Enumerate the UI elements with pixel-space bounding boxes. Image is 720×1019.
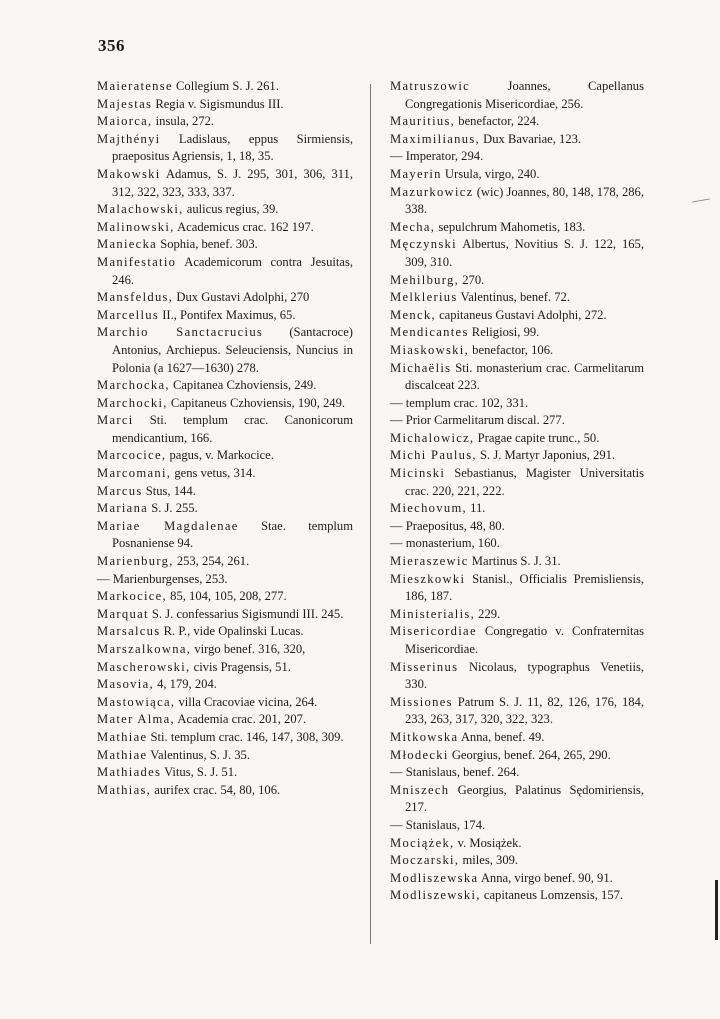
index-entry-text: 4, 179, 204. — [153, 677, 217, 692]
index-entry-text: Dux Gustavi Adolphi, 270 — [173, 290, 310, 305]
index-entry-heading: Mastowiąca, — [97, 694, 176, 709]
index-entry — [97, 113, 353, 131]
index-entry — [390, 747, 644, 765]
index-entry-heading: Mathiae — [97, 747, 148, 762]
index-entry — [97, 571, 353, 589]
index-entry-heading: Matruszowic — [390, 79, 471, 93]
index-entry-text: capitaneus Lomzensis, 157. — [480, 888, 624, 903]
index-entry — [97, 377, 353, 395]
index-entry — [390, 113, 644, 131]
index-entry-heading: Mayerin — [390, 166, 442, 181]
index-entry — [390, 553, 644, 571]
index-entry — [390, 430, 644, 448]
index-entry-heading: Ministerialis, — [390, 606, 476, 621]
index-entry — [390, 131, 644, 149]
index-entry — [390, 289, 644, 307]
index-entry-heading: Malinowski, — [97, 219, 175, 234]
index-entry-text: — Stanislaus, 174. — [390, 817, 486, 832]
index-entry — [390, 606, 644, 624]
index-entry-text: Stus, 144. — [142, 483, 196, 498]
index-entry — [390, 166, 644, 184]
index-entry — [97, 500, 353, 518]
index-entry-text: Martinus S. J. 31. — [468, 554, 561, 569]
page-number: 356 — [98, 36, 125, 55]
index-entry — [390, 219, 644, 237]
index-entry-text: S. J. 255. — [148, 501, 198, 516]
index-entry — [97, 465, 353, 483]
index-entry-heading: Modliszewska — [390, 870, 479, 885]
index-entry — [97, 659, 353, 677]
index-entry-text: 270. — [459, 272, 485, 287]
index-entry-text: miles, 309. — [459, 853, 519, 868]
index-entry-text: Pragae capite trunc., 50. — [474, 430, 600, 445]
index-entry — [390, 78, 644, 113]
index-entry-heading: Manifestatio — [97, 254, 177, 269]
index-entry-text: Congregatio v. Confraternitas Misericordiae. — [405, 624, 644, 656]
index-entry-heading: Mathias, — [97, 782, 152, 797]
index-entry — [390, 324, 644, 342]
index-entry-heading: Majthényi — [97, 131, 161, 146]
index-entry-text: Dux Bavariae, 123. — [480, 131, 582, 146]
index-entry — [390, 412, 644, 430]
index-entry-text: S. J. Martyr Japonius, 291. — [476, 448, 616, 463]
index-entry-text: Capitaneus Czhoviensis, 190, 249. — [167, 395, 346, 410]
index-entry-heading: Marsalcus — [97, 624, 161, 639]
index-entry-text: Sophia, benef. 303. — [157, 237, 258, 252]
index-entry-heading: Maximilianus, — [390, 131, 481, 146]
page-edge-mark — [715, 880, 718, 940]
index-entry — [390, 817, 644, 835]
index-entry — [97, 623, 353, 641]
index-entry — [97, 395, 353, 413]
index-entry-text: (wic) Joannes, 80, 148, 178, 286, 338. — [405, 184, 644, 217]
index-entry — [390, 835, 644, 853]
index-entry-text: Georgius, Palatinus Sędomiriensis, 217. — [405, 782, 644, 815]
index-entry — [97, 166, 353, 201]
index-entry-heading: Micinski — [390, 466, 446, 481]
index-entry-heading: Majestas — [97, 96, 153, 111]
index-entry-heading: Michalowicz, — [390, 430, 475, 445]
index-entry-text: Academicus crac. 162 197. — [174, 219, 314, 234]
index-entry-heading: Markocice, — [97, 589, 167, 604]
index-entry — [97, 78, 353, 96]
index-entry-text: Nicolaus, typographus Venetiis, 330. — [405, 659, 644, 692]
index-entry — [390, 623, 644, 658]
index-entry-heading: Moczarski, — [390, 853, 460, 868]
index-entry — [390, 764, 644, 782]
index-entry-text: Valentinus, S. J. 35. — [147, 747, 250, 762]
index-entry-heading: Mauritius, — [390, 114, 456, 129]
index-entry-text: Stae. templum Posnaniense 94. — [112, 518, 353, 551]
index-entry-heading: Miaskowski, — [390, 342, 470, 357]
index-entry — [390, 236, 644, 271]
index-entry-text: — Prior Carmelitarum discal. 277. — [390, 413, 565, 428]
index-entry-text: Albertus, Novitius S. J. 122, 165, 309, 310. — [405, 237, 644, 269]
index-entry-text: Georgius, benef. 264, 265, 290. — [448, 747, 611, 762]
index-column-right — [390, 78, 644, 905]
index-entry — [97, 641, 353, 659]
index-entry-heading: Marcocice, — [97, 448, 167, 463]
index-entry — [97, 483, 353, 501]
index-entry — [97, 324, 353, 377]
index-entry-text: 229. — [475, 606, 501, 621]
index-entry-heading: Marchocka, — [97, 378, 170, 393]
index-entry — [390, 870, 644, 888]
index-entry-text: aulicus regius, 39. — [183, 202, 279, 217]
index-entry — [97, 694, 353, 712]
index-entry-heading: Mieraszewic — [390, 554, 469, 569]
index-entry-heading: Masovia, — [97, 677, 154, 692]
index-entry-text: Sti. monasterium crac. Carmelitarum discalceat 223. — [405, 360, 644, 393]
index-entry — [390, 500, 644, 518]
index-entry — [97, 518, 353, 553]
index-entry — [390, 184, 644, 219]
index-entry-heading: Mariana — [97, 501, 149, 516]
index-entry-text: — Marienburgenses, 253. — [97, 571, 228, 586]
index-entry-text: aurifex crac. 54, 80, 106. — [151, 782, 281, 797]
index-entry — [390, 729, 644, 747]
index-entry-heading: Marci — [97, 413, 134, 428]
index-entry-text: — Praepositus, 48, 80. — [390, 518, 505, 533]
index-entry-text: Patrum S. J. 11, 82, 126, 176, 184, 233, 263, 317, 320, 322, 323. — [405, 694, 644, 727]
index-entry-heading: Mascherowski, — [97, 659, 191, 674]
index-entry — [97, 201, 353, 219]
index-entry-heading: Malachowski, — [97, 202, 184, 217]
index-entry — [97, 412, 353, 447]
index-entry-text: Ursula, virgo, 240. — [441, 166, 540, 181]
index-entry-heading: Marquat — [97, 606, 149, 621]
index-entry-heading: Misserinus — [390, 659, 459, 674]
index-entry-text: sepulchrum Mahometis, 183. — [435, 219, 586, 234]
index-entry — [390, 360, 644, 395]
index-entry-text: R. P., vide Opalinski Lucas. — [160, 624, 304, 639]
index-entry — [97, 289, 353, 307]
index-entry-text: 253, 254, 261. — [173, 554, 250, 569]
index-entry-heading: Mendicantes — [390, 325, 469, 340]
index-entry-text: — monasterium, 160. — [390, 536, 500, 551]
index-entry-heading: Marchio Sanctacrucius — [97, 325, 264, 340]
index-entry-heading: Michaëlis — [390, 360, 452, 375]
index-entry-text: Adamus, S. J. 295, 301, 306, 311, 312, 322, 323, 333, 337. — [112, 166, 353, 199]
index-entry-text: civis Pragensis, 51. — [190, 659, 291, 674]
index-entry-heading: Maniecka — [97, 237, 158, 252]
index-entry-heading: Mathiae — [97, 729, 148, 744]
index-entry-text: Religiosi, 99. — [468, 325, 540, 340]
index-entry-heading: Mazurkowicz — [390, 184, 474, 199]
index-entry-heading: Młodecki — [390, 747, 449, 762]
index-entry — [390, 694, 644, 729]
index-column-left — [97, 78, 353, 799]
index-entry-heading: Modliszewski, — [390, 888, 481, 903]
index-entry-text: 11. — [467, 501, 486, 516]
index-entry — [97, 131, 353, 166]
index-entry-heading: Michi Paulus, — [390, 448, 477, 463]
index-entry-heading: Makowski — [97, 166, 161, 181]
index-entry-text: gens vetus, 314. — [171, 466, 256, 481]
index-entry — [390, 307, 644, 325]
index-entry — [97, 219, 353, 237]
index-entry-text: Anna, virgo benef. 90, 91. — [478, 870, 613, 885]
index-entry — [97, 96, 353, 114]
index-entry — [97, 676, 353, 694]
index-entry — [97, 588, 353, 606]
index-entry — [390, 148, 644, 166]
index-entry — [97, 307, 353, 325]
index-entry — [97, 447, 353, 465]
index-entry-heading: Mehilburg, — [390, 272, 460, 287]
index-entry — [390, 518, 644, 536]
index-entry — [390, 447, 644, 465]
index-entry-text: Sti. templum crac. Canonicorum mendicantium, 166. — [112, 413, 353, 445]
index-entry — [97, 254, 353, 289]
index-entry-text: Anna, benef. 49. — [458, 729, 545, 744]
index-entry-heading: Miechovum, — [390, 501, 468, 516]
index-entry — [390, 535, 644, 553]
index-entry-heading: Marcus — [97, 483, 143, 498]
index-entry-text: Collegium S. J. 261. — [172, 79, 279, 93]
index-entry-text: — Stanislaus, benef. 264. — [390, 765, 520, 780]
index-entry — [390, 659, 644, 694]
index-entry — [97, 606, 353, 624]
index-entry-heading: Marienburg, — [97, 554, 174, 569]
index-entry — [97, 782, 353, 800]
index-entry-text: benefactor, 224. — [455, 114, 540, 129]
index-entry-text: villa Cracoviae vicina, 264. — [175, 694, 318, 709]
index-entry — [390, 571, 644, 606]
index-entry — [97, 236, 353, 254]
index-entry-heading: Misericordiae — [390, 624, 477, 639]
index-entry — [97, 764, 353, 782]
index-entry-text: virgo benef. 316, 320, — [191, 642, 306, 656]
index-entry-text: Sebastianus, Magister Universitatis crac. 220, 221, 222. — [405, 466, 644, 498]
index-entry-heading: Marcellus — [97, 307, 160, 322]
index-entry-heading: Mniszech — [390, 782, 450, 797]
index-entry-heading: Mociążek, — [390, 835, 455, 850]
index-entry — [97, 711, 353, 729]
index-entry — [390, 852, 644, 870]
index-entry — [97, 747, 353, 765]
index-entry — [390, 782, 644, 817]
index-entry — [390, 887, 644, 905]
column-divider — [370, 84, 371, 944]
index-entry-text: Valentinus, benef. 72. — [457, 290, 570, 305]
index-entry-text: Academicorum contra Jesuitas, 246. — [112, 254, 353, 287]
index-entry-heading: Mieszkowki — [390, 571, 466, 586]
index-entry-heading: Mariae Magdalenae — [97, 518, 239, 533]
margin-pencil-mark — [692, 198, 710, 202]
index-entry-text: — templum crac. 102, 331. — [390, 395, 529, 410]
index-entry-text: Academia crac. 201, 207. — [174, 712, 307, 727]
index-entry-text: II., Pontifex Maximus, 65. — [159, 307, 296, 322]
index-entry-text: (Santacroce) Antonius, Archiepus. Seleuciensis, Nuncius in Polonia (a 1627—1630) 278. — [112, 325, 353, 375]
index-entry-heading: Marchocki, — [97, 395, 168, 410]
index-entry-text: pagus, v. Markocice. — [166, 448, 274, 463]
index-entry-heading: Maiorca, — [97, 114, 153, 129]
index-entry-text: Vitus, S. J. 51. — [161, 765, 238, 780]
index-entry-heading: Mansfeldus, — [97, 290, 174, 305]
index-entry-heading: Mecha, — [390, 219, 436, 234]
index-entry-heading: Melklerius — [390, 290, 458, 305]
index-entry — [390, 272, 644, 290]
index-entry-heading: Męczynski — [390, 237, 457, 252]
index-entry-text: capitaneus Gustavi Adolphi, 272. — [435, 307, 607, 322]
index-entry-text: Joannes, Capellanus Congregationis Misericordiae, 256. — [405, 79, 644, 111]
index-entry-text: Sti. templum crac. 146, 147, 308, 309. — [147, 729, 344, 744]
index-entry — [390, 342, 644, 360]
index-entry — [97, 729, 353, 747]
index-entry-text: — Imperator, 294. — [390, 149, 484, 164]
index-entry-text: Regia v. Sigismundus III. — [152, 96, 284, 111]
index-entry — [390, 395, 644, 413]
index-entry-heading: Marszalkowna, — [97, 642, 192, 656]
index-entry-text: insula, 272. — [152, 114, 215, 129]
index-entry-text: 85, 104, 105, 208, 277. — [167, 589, 287, 604]
index-entry-text: Stanisl., Officialis Premisliensis, 186, 187. — [405, 571, 644, 604]
index-entry-heading: Menck, — [390, 307, 436, 322]
index-entry-heading: Maieratense — [97, 79, 173, 93]
index-entry-heading: Marcomani, — [97, 466, 172, 481]
index-entry-text: Ladislaus, eppus Sirmiensis, praepositus Agriensis, 1, 18, 35. — [112, 131, 353, 164]
index-entry-heading: Missiones — [390, 694, 453, 709]
index-entry-text: benefactor, 106. — [469, 342, 554, 357]
index-entry-heading: Mater Alma, — [97, 712, 175, 727]
index-entry-heading: Mitkowska — [390, 729, 459, 744]
index-entry-text: S. J. confessarius Sigismundi III. 245. — [148, 606, 344, 621]
index-entry-text: Capitanea Czhoviensis, 249. — [169, 378, 317, 393]
index-entry — [390, 465, 644, 500]
index-entry — [97, 553, 353, 571]
index-entry-heading: Mathiades — [97, 765, 162, 780]
index-entry-text: v. Mosiążek. — [454, 835, 522, 850]
